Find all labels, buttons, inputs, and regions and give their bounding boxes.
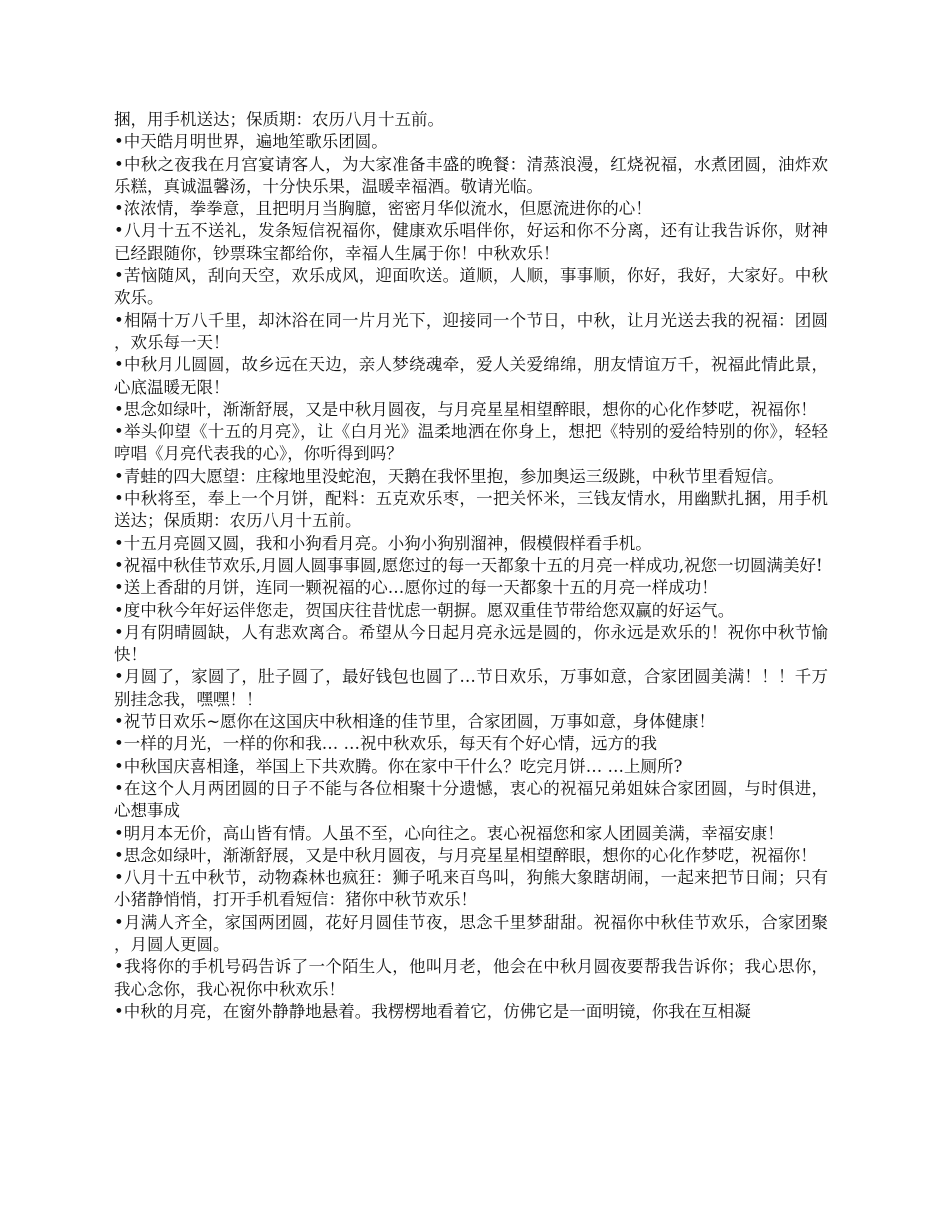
paragraph: •中秋国庆喜相逢，举国上下共欢腾。你在家中干什么？吃完月饼… …上厕所? [114, 756, 683, 776]
paragraph: •我将你的手机号码告诉了一个陌生人，他叫月老，他会在中秋月圆夜要帮我告诉你；我心思你，我心念你，我心祝你中秋欢乐！ [114, 957, 828, 999]
paragraph: •思念如绿叶，渐渐舒展，又是中秋月圆夜，与月亮星星相望醉眼，想你的心化作梦呓，祝福你！ [114, 845, 817, 865]
paragraph: •十五月亮圆又圆，我和小狗看月亮。小狗小狗别溜神，假模假样看手机。 [114, 533, 652, 553]
paragraph: •苦恼随风，刮向天空，欢乐成风，迎面吹送。道顺，人顺，事事顺，你好，我好，大家好。中秋欢乐。 [114, 266, 828, 308]
paragraph: •一样的月光，一样的你和我… …祝中秋欢乐，每天有个好心情，远方的我 [114, 734, 657, 754]
paragraph: •思念如绿叶，渐渐舒展，又是中秋月圆夜，与月亮星星相望醉眼，想你的心化作梦呓，祝福你！ [114, 399, 817, 419]
paragraph: •送上香甜的月饼，连同一颗祝福的心…愿你过的每一天都象十五的月亮一样成功！ [114, 578, 718, 598]
paragraph: •月有阴晴圆缺，人有悲欢离合。希望从今日起月亮永远是圆的，你永远是欢乐的！祝你中秋节愉快！ [114, 622, 828, 665]
paragraph: •八月十五中秋节，动物森林也疯狂：狮子吼来百鸟叫，狗熊大象瞎胡闹，一起来把节日闹；只有小猪静悄悄，打开手机看短信：猪你中秋节欢乐！ [114, 868, 828, 910]
paragraph: •中秋月儿圆圆，故乡远在天边，亲人梦绕魂牵，爱人关爱绵绵，朋友情谊万千，祝福此情此景，心底温暖无限！ [114, 355, 828, 397]
paragraph: •中秋之夜我在月宫宴请客人，为大家准备丰盛的晚餐：清蒸浪漫，红烧祝福，水煮团圆，油炸欢乐糕，真诚温馨汤，十分快乐果，温暖幸福酒。敬请光临。 [114, 154, 828, 196]
paragraph: •中秋将至，奉上一个月饼，配料：五克欢乐枣，一把关怀米，三钱友情水，用幽默扎捆，用手机送达；保质期：农历八月十五前。 [114, 489, 828, 531]
paragraph: •祝福中秋佳节欢乐,月圆人圆事事圆,愿您过的每一天都象十五的月亮一样成功,祝您一切圆满美好! [114, 555, 823, 575]
paragraph: •月满人齐全，家国两团圆，花好月圆佳节夜，思念千里梦甜甜。祝福你中秋佳节欢乐，合家团聚，月圆人更圆。 [114, 912, 828, 954]
paragraph: •青蛙的四大愿望：庄稼地里没蛇泡，天鹅在我怀里抱，参加奥运三级跳，中秋节里看短信。 [114, 466, 784, 486]
paragraph: •月圆了，家圆了，肚子圆了，最好钱包也圆了…节日欢乐，万事如意，合家团圆美满！！！千万别挂念我，嘿嘿！！ [114, 667, 828, 709]
document-body [114, 109, 828, 1023]
paragraph: •八月十五不送礼，发条短信祝福你，健康欢乐唱伴你，好运和你不分离，还有让我告诉你，财神已经跟随你，钞票珠宝都给你，幸福人生属于你！中秋欢乐！ [114, 221, 828, 263]
paragraph: •度中秋今年好运伴您走，贺国庆往昔忧虑一朝摒。愿双重佳节带给您双赢的好运气。 [114, 600, 735, 620]
paragraph: •在这个人月两团圆的日子不能与各位相聚十分遗憾，衷心的祝福兄弟姐妹合家团圆，与时俱进，心想事成 [114, 778, 828, 821]
paragraph: •中天皓月明世界，遍地笙歌乐团圆。 [114, 132, 388, 152]
paragraph: •相隔十万八千里，却沐浴在同一片月光下，迎接同一个节日，中秋，让月光送去我的祝福：团圆，欢乐每一天！ [114, 310, 828, 352]
paragraph: •浓浓情，拳拳意，且把明月当胸臆，密密月华似流水，但愿流进你的心！ [114, 199, 652, 219]
paragraph: 捆，用手机送达；保质期：农历八月十五前。 [114, 110, 444, 129]
paragraph: •中秋的月亮，在窗外静静地悬着。我楞楞地看着它，仿佛它是一面明镜，你我在互相凝 [114, 1001, 751, 1021]
paragraph: •举头仰望《十五的月亮》，让《白月光》温柔地洒在你身上，想把《特别的爱给特别的你》，轻轻哼唱《月亮代表我的心》，你听得到吗？ [114, 422, 828, 464]
paragraph: •明月本无价，高山皆有情。人虽不至，心向往之。衷心祝福您和家人团圆美满，幸福安康！ [114, 823, 784, 843]
paragraph: •祝节日欢乐~愿你在这国庆中秋相逢的佳节里，合家团圆，万事如意，身体健康！ [114, 712, 716, 732]
